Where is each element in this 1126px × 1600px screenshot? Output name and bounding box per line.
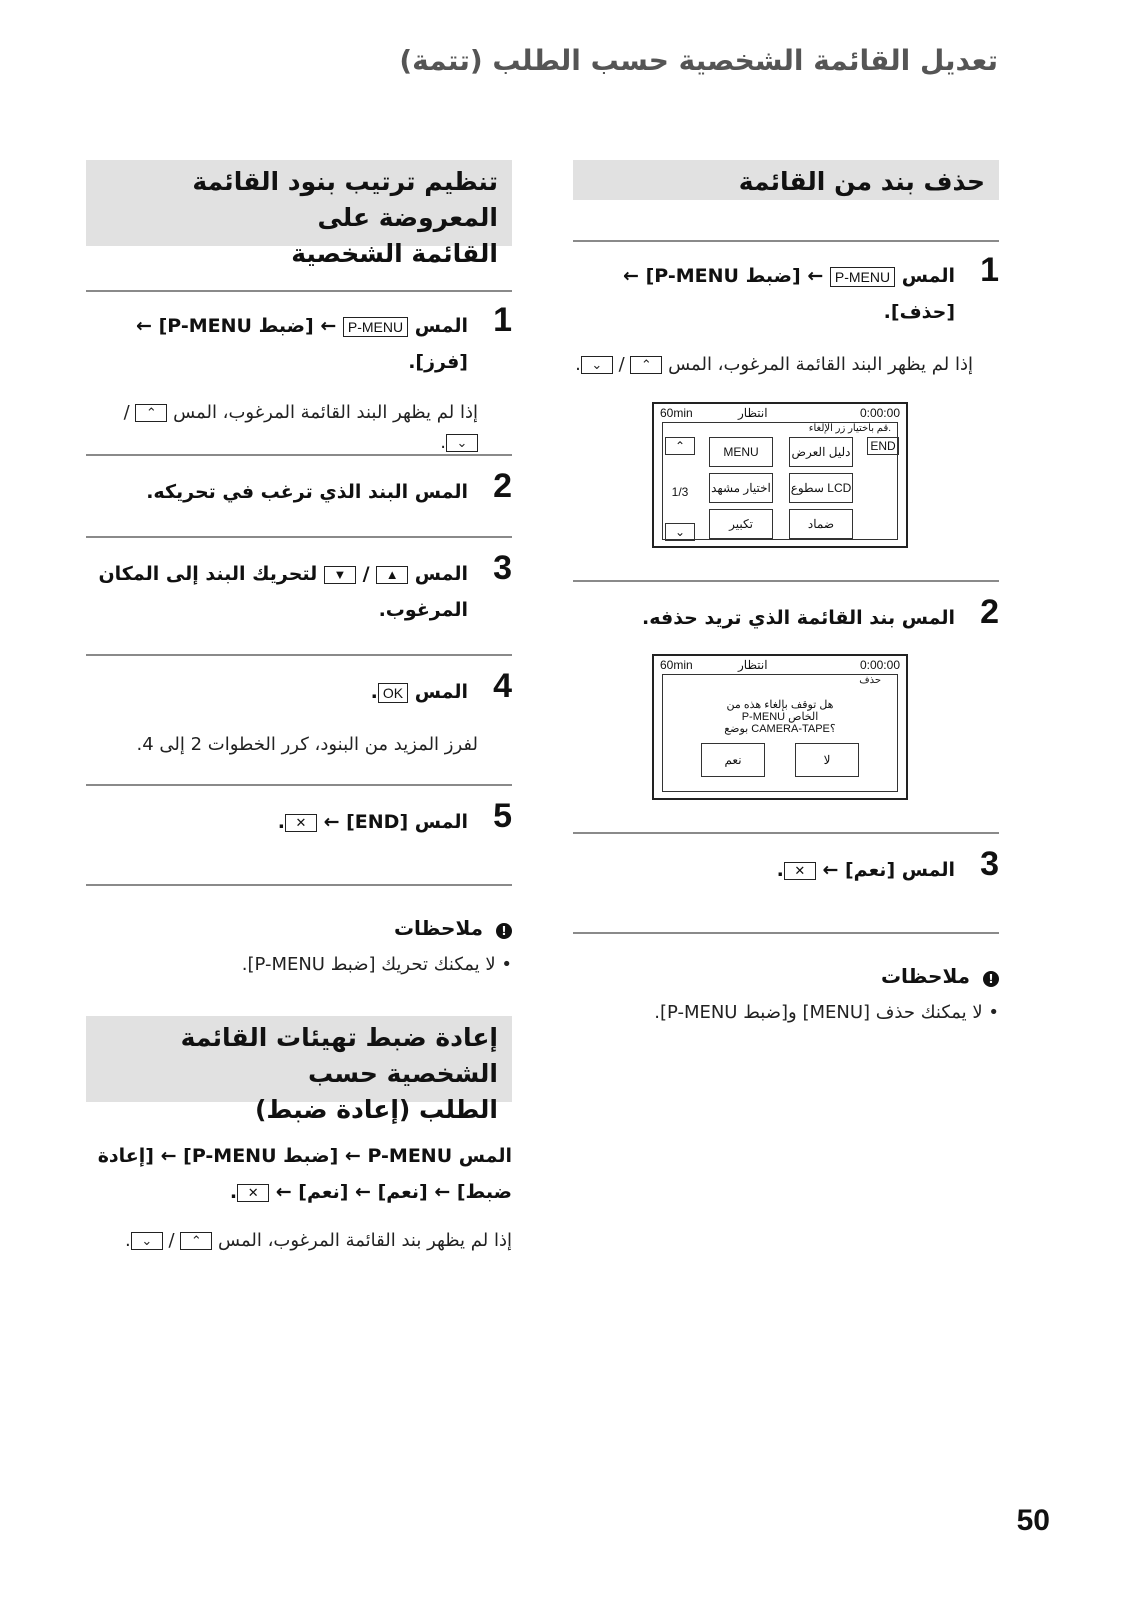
- ok-key-icon[interactable]: OK: [378, 683, 408, 703]
- step-text: لتحريك البند إلى المكان: [98, 563, 318, 585]
- status-label: انتظار: [738, 406, 768, 420]
- message-line: P-MENU الخاص: [741, 711, 819, 723]
- scroll-up-icon[interactable]: ⌃: [180, 1232, 212, 1250]
- step-number: 4: [493, 667, 512, 705]
- section-title-delete-item: حذف بند من القائمة: [573, 160, 999, 200]
- no-button[interactable]: لا: [795, 743, 859, 777]
- lcd-screen-menu: [652, 402, 908, 548]
- close-icon[interactable]: ✕: [285, 814, 317, 832]
- reset-line: المس P-MENU ← [ضبط P-MENU] ← [إعادة: [97, 1145, 512, 1167]
- reset-note: إذا لم يظهر بند القائمة المرغوب، المس ⌃ / ⌄.: [125, 1230, 512, 1251]
- divider: [573, 580, 999, 582]
- battery-indicator: 60min: [660, 406, 693, 420]
- divider: [86, 654, 512, 656]
- scroll-up-icon[interactable]: ⌃: [135, 404, 167, 422]
- lcd-status-bar: [660, 406, 900, 420]
- step-text: المس: [901, 265, 955, 287]
- title-line: تنظيم ترتيب بنود القائمة المعروضة على: [192, 167, 498, 232]
- page-title: تعديل القائمة الشخصية حسب الطلب (تتمة): [399, 44, 998, 77]
- title-line: الطلب (إعادة ضبط): [255, 1095, 498, 1124]
- step-text: المس: [414, 563, 468, 585]
- step-text: المرغوب.: [378, 599, 468, 621]
- section-title-reset: [86, 1016, 512, 1124]
- close-icon[interactable]: ✕: [784, 862, 816, 880]
- step-1-sort: [86, 301, 512, 380]
- lcd-dialog-panel: [662, 674, 898, 792]
- step-text: المس: [414, 315, 468, 337]
- note-item: • لا يمكنك تحريك [ضبط P-MENU].: [241, 954, 512, 975]
- menu-button[interactable]: MENU: [709, 437, 773, 467]
- divider: [86, 290, 512, 292]
- p-menu-key-icon[interactable]: P-MENU: [830, 267, 895, 287]
- step-1-note: إذا لم يظهر البند القائمة المرغوب، المس ⌃ / ⌄.: [575, 354, 973, 375]
- step-text: المس: [414, 681, 468, 703]
- step-text: المس البند الذي ترغب في تحريكه.: [146, 481, 468, 503]
- time-counter: 0:00:00: [859, 658, 900, 672]
- step-number: 2: [980, 593, 999, 631]
- scroll-down-icon[interactable]: ⌄: [446, 434, 478, 452]
- divider: [86, 536, 512, 538]
- lcd-prompt: قم باختيار زر الإلغاء.: [808, 423, 891, 434]
- step-5-sort: 5 المس [END] ← ✕.: [277, 797, 512, 835]
- page-indicator: 1/3: [671, 484, 689, 499]
- info-icon: !: [983, 971, 999, 987]
- end-button[interactable]: END: [867, 437, 899, 455]
- time-counter: 0:00:00: [859, 406, 900, 420]
- lcd-status-bar: [660, 658, 900, 672]
- step-number: 3: [980, 845, 999, 883]
- step-number: 1: [980, 251, 999, 289]
- scroll-down-icon[interactable]: ⌄: [131, 1232, 163, 1250]
- step-2-delete: [573, 593, 999, 636]
- step-1-note: إذا لم يظهر البند القائمة المرغوب، المس ⌃ / ⌄.: [123, 402, 478, 453]
- step-3-delete: 3 المس [نعم] ← ✕.: [776, 845, 999, 883]
- note-text: إذا لم يظهر البند القائمة المرغوب، المس: [668, 354, 973, 375]
- notes-title: ملاحظات: [393, 916, 484, 940]
- divider: [573, 932, 999, 934]
- divider: [573, 240, 999, 242]
- info-icon: !: [496, 923, 512, 939]
- step-2-sort: [86, 467, 512, 510]
- notes-section: [573, 964, 999, 988]
- divider: [573, 832, 999, 834]
- yes-button[interactable]: نعم: [701, 743, 765, 777]
- step-3-sort: 3 المس ▲ / ▼ لتحريك البند إلى المكان المرغوب.: [86, 556, 512, 628]
- notes-title: ملاحظات: [880, 964, 971, 988]
- lcd-menu-panel: [662, 422, 898, 540]
- note-text: إذا لم يظهر البند القائمة المرغوب، المس: [173, 402, 478, 423]
- page-number: 50: [1016, 1504, 1050, 1537]
- scroll-up-icon[interactable]: ⌃: [630, 356, 662, 374]
- message-line: بوضع CAMERA-TAPE؟: [724, 723, 836, 735]
- lcd-dialog-header: حذف: [859, 675, 881, 686]
- step-text: المس بند القائمة الذي تريد حذفه.: [642, 607, 955, 629]
- divider: [86, 884, 512, 886]
- notes-section: [86, 916, 512, 940]
- section-title-sort-items: [86, 160, 512, 268]
- step-text-tail: ← [ضبط P-MENU] ← [حذف].: [623, 265, 955, 323]
- status-label: انتظار: [738, 658, 768, 672]
- step-text-tail: ← [ضبط P-MENU] ← [فرز].: [136, 315, 468, 373]
- title-line: إعادة ضبط تهيئات القائمة الشخصية حسب: [180, 1023, 498, 1088]
- step-1-delete: [573, 251, 999, 330]
- step-text: المس [END] ←: [323, 811, 468, 833]
- title-line: القائمة الشخصية: [291, 239, 498, 268]
- step-4-sort: 4 المس OK.: [370, 667, 512, 705]
- zoom-button[interactable]: تكبير: [709, 509, 773, 539]
- step-text: المس [نعم] ←: [822, 859, 955, 881]
- lcd-screen-delete-confirm: [652, 654, 908, 800]
- step-number: 1: [493, 301, 512, 339]
- scroll-up-icon[interactable]: ⌃: [665, 437, 695, 455]
- p-menu-key-icon[interactable]: P-MENU: [343, 317, 408, 337]
- divider: [86, 784, 512, 786]
- message-line: هل توقف بإلغاء هذه من: [726, 699, 834, 711]
- lcd-dialog-message: [663, 699, 897, 735]
- reset-instructions: المس P-MENU ← [ضبط P-MENU] ← [إعادة ضبط] ← [نعم] ← [نعم] ← ✕.: [86, 1138, 512, 1210]
- step-number: 5: [493, 797, 512, 835]
- close-icon[interactable]: ✕: [237, 1184, 269, 1202]
- note-item: • لا يمكنك حذف [MENU] و[ضبط P-MENU].: [654, 1002, 999, 1023]
- spot-button[interactable]: ضماد: [789, 509, 853, 539]
- lcd-brightness-button[interactable]: سطوع LCD: [789, 473, 853, 503]
- battery-indicator: 60min: [660, 658, 693, 672]
- step-number: 2: [493, 467, 512, 505]
- guide-button[interactable]: دليل العرض: [789, 437, 853, 467]
- reset-line: ضبط] ← [نعم] ← [نعم] ←: [275, 1181, 512, 1203]
- move-down-icon[interactable]: ▼: [324, 566, 356, 584]
- scroll-down-icon[interactable]: ⌄: [665, 523, 695, 541]
- scene-select-button[interactable]: اختيار مشهد: [709, 473, 773, 503]
- step-4-note: لفرز المزيد من البنود، كرر الخطوات 2 إلى 4.: [136, 734, 478, 755]
- note-text: إذا لم يظهر بند القائمة المرغوب، المس: [218, 1230, 512, 1251]
- divider: [86, 454, 512, 456]
- scroll-down-icon[interactable]: ⌄: [581, 356, 613, 374]
- step-number: 3: [493, 549, 512, 587]
- move-up-icon[interactable]: ▲: [376, 566, 408, 584]
